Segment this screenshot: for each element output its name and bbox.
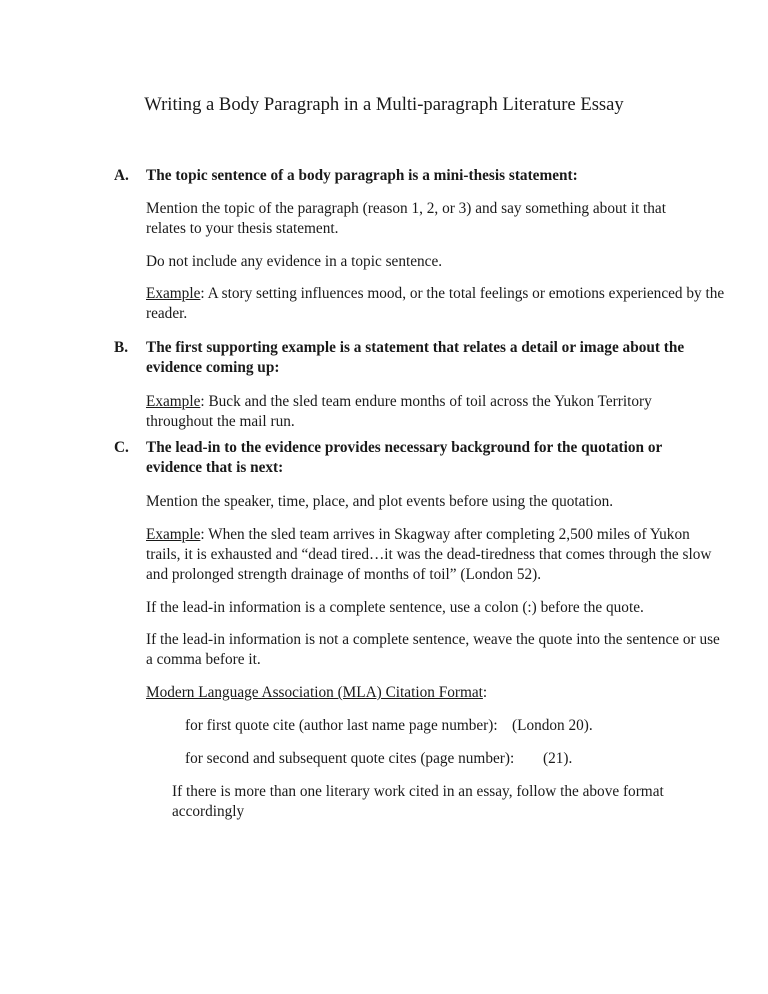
citation-example: (21). <box>543 750 573 767</box>
example-label: Example <box>146 285 201 302</box>
section-marker: A. <box>114 167 129 184</box>
example-paragraph <box>146 525 726 585</box>
document-title: Writing a Body Paragraph in a Multi-paragraph Literature Essay <box>144 94 624 115</box>
citation-rule: for second and subsequent quote cites (page number): <box>185 750 515 767</box>
example-text: : When the sled team arrives in Skagway after completing 2,500 miles of Yukon trails, it is exhausted and “dead tired…it was the dead-tiredness that comes through the slow and prolonged strength drainage of months of toil” (London 52). <box>146 526 712 583</box>
paragraph: Do not include any evidence in a topic sentence. <box>146 253 443 270</box>
mla-note: If there is more than one literary work cited in an essay, follow the above format accordingly <box>172 783 664 820</box>
section-marker: B. <box>114 339 129 356</box>
section-heading: The topic sentence of a body paragraph is a mini-thesis statement: <box>146 167 578 184</box>
mla-heading <box>146 683 726 703</box>
section-heading: The lead-in to the evidence provides necessary background for the quotation or evidence that is next: <box>146 439 663 476</box>
paragraph: If the lead-in information is a complete sentence, use a colon (:) before the quote. <box>146 599 644 616</box>
example-paragraph <box>146 392 706 432</box>
section-marker: C. <box>114 439 129 456</box>
citation-rule: for first quote cite (author last name page number): <box>185 717 498 734</box>
mla-label-suffix: : <box>482 684 488 701</box>
section-heading: The first supporting example is a statement that relates a detail or image about the evidence coming up: <box>146 339 685 376</box>
example-paragraph <box>146 284 746 324</box>
mla-label: Modern Language Association (MLA) Citation Format <box>146 684 483 701</box>
paragraph: Mention the speaker, time, place, and plot events before using the quotation. <box>146 493 614 510</box>
example-label: Example <box>146 393 201 410</box>
paragraph: If the lead-in information is not a complete sentence, weave the quote into the sentence or use a comma before it. <box>146 631 720 668</box>
example-label: Example <box>146 526 201 543</box>
example-text: : A story setting influences mood, or the total feelings or emotions experienced by the reader. <box>146 285 725 322</box>
paragraph: Mention the topic of the paragraph (reason 1, 2, or 3) and say something about it that relates to your thesis statement. <box>146 200 666 237</box>
example-text: : Buck and the sled team endure months of toil across the Yukon Territory throughout the mail run. <box>146 393 652 430</box>
citation-example: (London 20). <box>512 717 593 734</box>
